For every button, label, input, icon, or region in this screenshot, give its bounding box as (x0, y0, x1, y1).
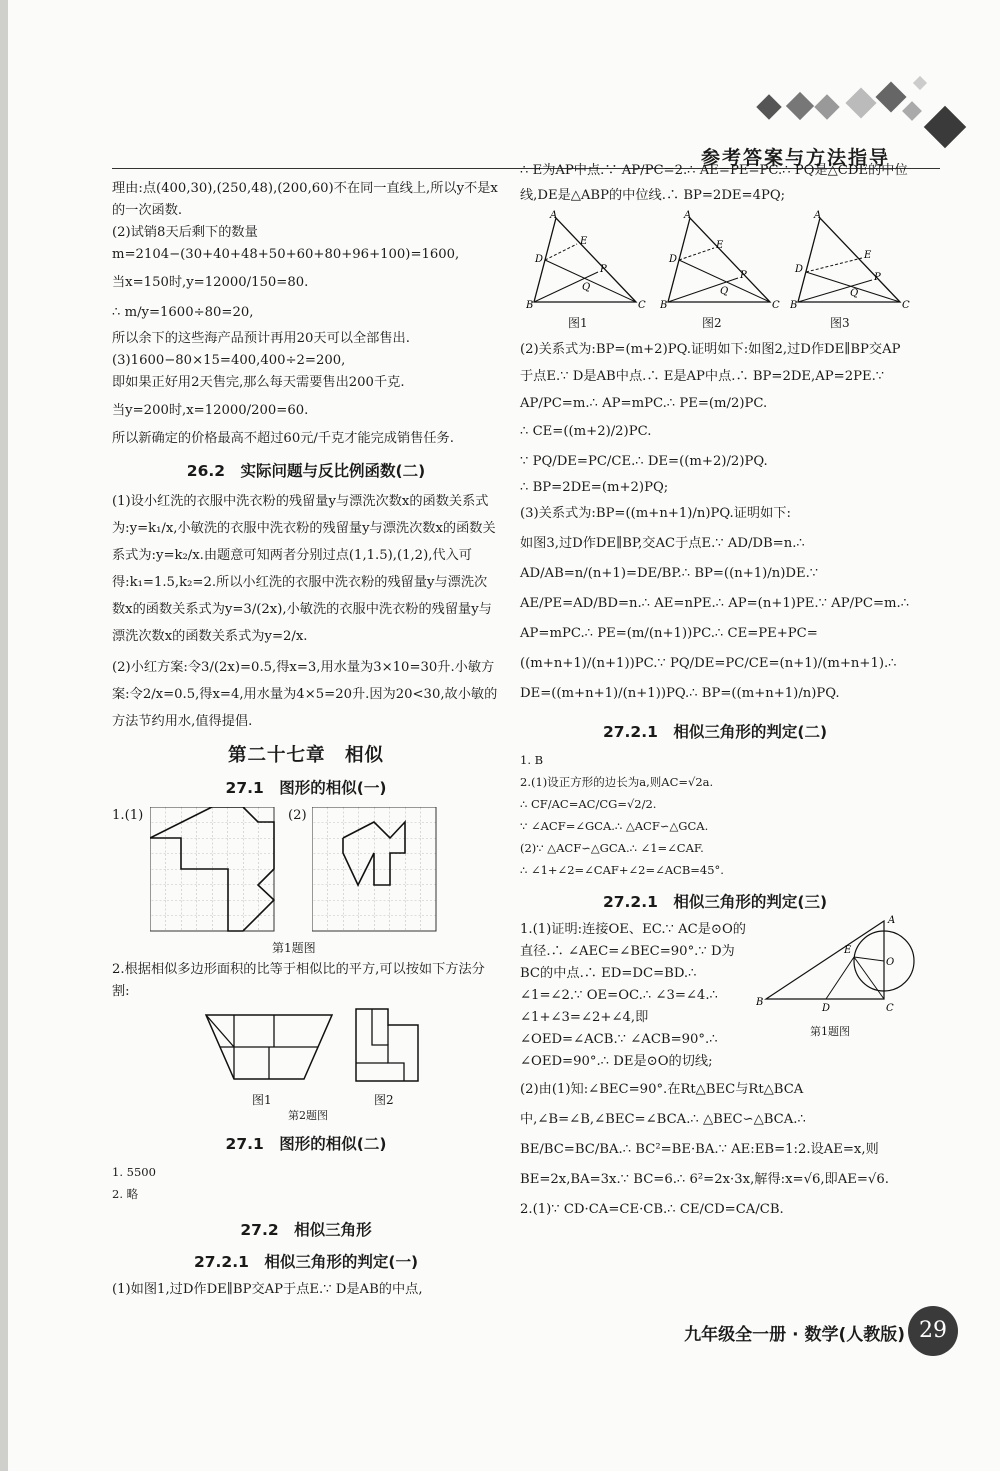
text-line: 理由:点(400,30),(250,48),(200,60)不在同一直线上,所以y不是x的一次函数. (112, 181, 498, 218)
figure-label: (2) (288, 808, 307, 823)
svg-text:C: C (902, 300, 910, 311)
svg-text:P: P (740, 270, 747, 281)
figure-caption: 第1题图 (272, 941, 316, 955)
svg-text:A: A (814, 210, 822, 221)
svg-text:E: E (864, 250, 872, 261)
text-line: 当y=200时,x=12000/200=60. (112, 403, 309, 418)
text-line: ∵ PQ/DE=PC/CE.∴ DE=((m+2)/2)PQ. (520, 454, 768, 469)
figure-caption: 图2 (374, 1093, 394, 1107)
svg-text:E: E (844, 945, 852, 956)
svg-text:O: O (886, 957, 895, 968)
answer-line: ∵ ∠ACF=∠GCA.∴ △ACF∽△GCA. (520, 819, 709, 833)
svg-text:E: E (580, 236, 588, 247)
text-line: 即如果正好用2天售完,那么每天需要售出200千克. (112, 375, 405, 390)
svg-text:E: E (716, 240, 724, 251)
text-line: (3)1600−80×15=400,400÷2=200, (112, 353, 346, 368)
grid-figure-2 (312, 807, 437, 932)
svg-text:D: D (822, 1003, 831, 1014)
text-paragraph: (2)关系式为:BP=(m+2)PQ.证明如下:如图2,过D作DE∥BP交AP于点E.∵ D是AB中点.∴ E是AP中点.∴ BP=2DE,AP=2PE.∵ AP/PC=m.∴ AP=mPC.∴ PE=(m/2)PC. (520, 342, 901, 411)
text-line: 当x=150时,y=12000/150=80. (112, 275, 309, 290)
svg-text:Q: Q (850, 288, 859, 299)
answer-line: 2.(1)设正方形的边长为a,则AC=√2a. (520, 775, 714, 789)
partition-figures (112, 1007, 500, 1122)
figure-caption: 第1题图 (810, 1025, 850, 1038)
left-column (112, 178, 500, 1301)
trapezoid-figure (204, 1013, 334, 1083)
page-number: 29 (908, 1306, 958, 1356)
circle-problem (520, 915, 910, 1073)
text-paragraph: 如图3,过D作DE∥BP,交AC于点E.∵ AD/DB=n.∴ AD/AB=n/(n+1)=DE/BP.∴ BP=((n+1)/n)DE.∵ AE/PE=AD/BD=n.∴ AE=nPE.∴ AP=(n+1)PE.∵ AP/PC=m.∴ AP=mPC.∴ PE=(m/(n+1))PC.∴ CE=PE+PC=((m+n+1)/(n+1))PC.∵ PQ/DE=PC/CE=(n+1)/(m+n+1).∴ DE=((m+n+1)/(n+1))PQ.∴ BP=((m+n+1)/n)PQ. (520, 536, 910, 701)
svg-text:P: P (874, 272, 881, 283)
figure-caption: 图2 (702, 316, 722, 330)
triangle-figures (520, 210, 910, 330)
answer-line: (2)∵ △ACF∽△GCA.∴ ∠1=∠CAF. (520, 841, 704, 855)
triangle-figure-3 (790, 210, 910, 315)
svg-text:D: D (795, 264, 804, 275)
section-heading: 27.2.1 相似三角形的判定(二) (602, 723, 828, 741)
text-line: 所以新确定的价格最高不超过60元/千克才能完成销售任务. (112, 431, 454, 446)
text-line: ∴ m/y=1600÷80=20, (112, 305, 254, 320)
text-line: ∴ BP=2DE=(m+2)PQ; (520, 480, 669, 495)
text-line: 所以余下的这些海产品预计再用20天可以全部售出. (112, 331, 410, 346)
section-heading: 27.2.1 相似三角形的判定(一) (193, 1253, 419, 1271)
svg-text:D: D (535, 254, 544, 265)
svg-text:P: P (600, 264, 607, 275)
text-line: 2.(1)∵ CD·CA=CE·CB.∴ CE/CD=CA/CB. (520, 1202, 784, 1217)
section-heading: 26.2 实际问题与反比例函数(二) (186, 462, 426, 480)
section-heading: 27.1 图形的相似(一) (225, 779, 387, 797)
svg-text:A: A (888, 915, 896, 926)
svg-text:B: B (526, 300, 534, 311)
circle-figure (756, 913, 916, 1023)
text-paragraph: ∴ E为AP中点.∵ AP/PC=2.∴ AE=PE=PC.∴ PQ是△CDE的中位线,DE是△ABP的中位线.∴ BP=2DE=4PQ; (520, 163, 908, 203)
svg-text:Q: Q (582, 282, 591, 293)
text-paragraph: 1.(1)证明:连接OE、EC.∵ AC是⊙O的直径.∴ ∠AEC=∠BEC=90°.∵ D为BC的中点.∴ ED=DC=BD.∴ ∠1=∠2.∵ OE=OC.∴ ∠3=∠4.∴ ∠1+∠3=∠2+∠4,即∠OED=∠ACB.∵ ∠ACB=90°.∴ ∠OED=90°.∴ DE是⊙O的切线; (520, 922, 746, 1069)
answer-line: 1. B (520, 753, 544, 767)
text-line: (1)如图1,过D作DE∥BP交AP于点E.∵ D是AB的中点, (112, 1282, 423, 1297)
section-heading: 27.2.1 相似三角形的判定(三) (602, 893, 828, 911)
figure-label: 1.(1) (112, 808, 144, 823)
answer-line: ∴ CF/AC=AC/CG=√2/2. (520, 797, 657, 811)
svg-text:C: C (772, 300, 780, 311)
figure-caption: 图3 (830, 316, 850, 330)
text-line: ∴ CE=((m+2)/2)PC. (520, 424, 652, 439)
text-paragraph: (2)由(1)知:∠BEC=90°.在Rt△BEC与Rt△BCA中,∠B=∠B,∠BEC=∠BCA.∴ △BEC∽△BCA.∴ BE/BC=BC/BA.∴ BC²=BE·BA.∵ AE:EB=1:2.设AE=x,则BE=2x,BA=3x.∵ BC=6.∴ 6²=2x·3x,解得:x=√6,即AE=√6. (520, 1082, 889, 1187)
chapter-title: 第二十七章 相似 (227, 745, 384, 766)
section-heading: 27.1 图形的相似(二) (225, 1135, 387, 1153)
book-spine (0, 0, 8, 1471)
l-shape-figure (354, 1007, 420, 1083)
answer-line: 1. 5500 (112, 1165, 156, 1179)
svg-text:B: B (660, 300, 668, 311)
svg-text:B: B (790, 300, 798, 311)
text-line: (2)试销8天后剩下的数量m=2104−(30+40+48+50+60+80+96+100)=1600, (112, 225, 460, 262)
triangle-figure-2 (660, 210, 780, 315)
svg-text:A: A (684, 210, 692, 221)
text-line: (3)关系式为:BP=((m+n+1)/n)PQ.证明如下: (520, 506, 791, 521)
figure-caption: 图1 (252, 1093, 272, 1107)
footer-text: 九年级全一册 · 数学(人教版) (684, 1325, 905, 1345)
svg-text:C: C (638, 300, 646, 311)
svg-text:D: D (669, 254, 678, 265)
grid-figures (112, 805, 500, 955)
text-paragraph: (2)小红方案:令3/(2x)=0.5,得x=3,用水量为3×10=30升.小敏方案:令2/x=0.5,得x=4,用水量为4×5=20升.因为20<30,故小敏的方法节约用水,值得提倡. (112, 660, 498, 729)
header-title: 参考答案与方法指导 (700, 147, 890, 169)
section-heading: 27.2 相似三角形 (240, 1221, 372, 1239)
svg-text:Q: Q (720, 286, 729, 297)
figure-caption: 第2题图 (288, 1109, 328, 1122)
svg-text:C: C (886, 1003, 894, 1014)
right-column (520, 158, 910, 1225)
answer-line: 2. 略 (112, 1187, 139, 1201)
text-paragraph: 2.根据相似多边形面积的比等于相似比的平方,可以按如下方法分割: (112, 962, 485, 999)
figure-caption: 图1 (568, 316, 588, 330)
svg-text:B: B (756, 997, 764, 1008)
triangle-figure-1 (526, 210, 646, 315)
answer-line: ∴ ∠1+∠2=∠CAF+∠2=∠ACB=45°. (520, 863, 724, 877)
grid-figure-1 (150, 807, 275, 932)
svg-text:A: A (550, 210, 558, 221)
text-paragraph: (1)设小红洗的衣服中洗衣粉的残留量y与漂洗次数x的函数关系式为:y=k₁/x,小敏洗的衣服中洗衣粉的残留量y与漂洗次数x的函数关系式为:y=k₂/x.由题意可知两者分别过点(1,1.5),(1,2),代入可得:k₁=1.5,k₂=2.所以小红洗的衣服中洗衣粉的残留量y与漂洗次数x的函数关系式为y=3/(2x),小敏洗的衣服中洗衣粉的残留量y与漂洗次数x的函数关系式为y=2/x. (112, 494, 496, 644)
